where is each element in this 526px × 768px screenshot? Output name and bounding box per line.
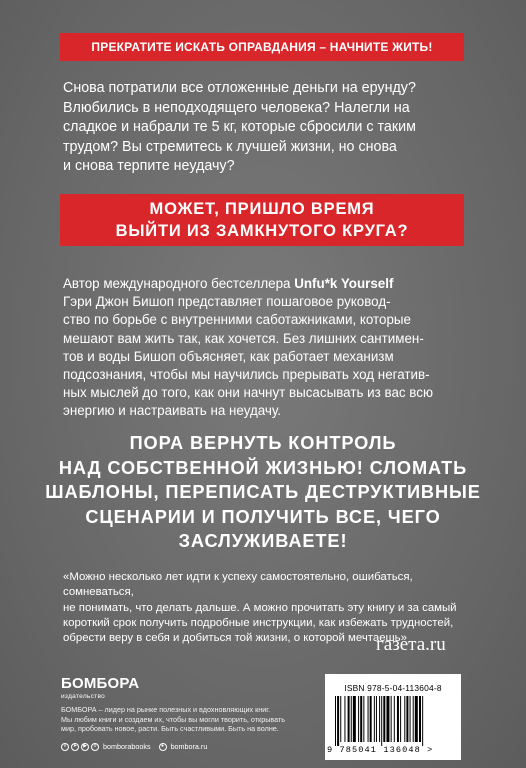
barcode-bar bbox=[340, 696, 341, 742]
publisher-sub: издательство bbox=[61, 693, 106, 700]
barcode-bar bbox=[374, 696, 375, 742]
callout-line: ЗАСЛУЖИВАЕТЕ! bbox=[178, 531, 348, 551]
intro-line: Влюбились в неподходящего человека? Налегли на bbox=[63, 99, 410, 116]
quote-line: короткий срок получить подробные инструкции, как избежать трудностей, bbox=[63, 616, 454, 629]
social-links bbox=[61, 742, 213, 751]
barcode-bar bbox=[386, 696, 389, 742]
barcode-box bbox=[325, 674, 461, 760]
mid-banner bbox=[60, 194, 464, 246]
isbn-text: ISBN 978-5-04-113604-8 bbox=[344, 683, 442, 693]
description-line bbox=[63, 275, 468, 293]
description-line: мешают вам жить так, как хочется. Без лишних сантимен- bbox=[63, 330, 424, 346]
barcode-bar bbox=[406, 696, 408, 742]
barcode-bar bbox=[335, 696, 336, 746]
barcode-bar bbox=[419, 696, 421, 742]
intro-line: и снова терпите неудачу? bbox=[63, 158, 235, 174]
publisher-name: БОМБОРА bbox=[61, 675, 140, 692]
intro-line: трудом? Вы стремитесь к лучшей жизни, но снова bbox=[63, 138, 397, 155]
publisher-logo bbox=[61, 676, 139, 700]
barcode-bar bbox=[360, 696, 362, 742]
barcode-bar bbox=[413, 696, 414, 742]
description-line: Гэри Джон Бишоп представляет пошаговое руковод- bbox=[63, 294, 391, 310]
barcode-bar bbox=[344, 696, 345, 742]
callout-line: ПОРА ВЕРНУТЬ КОНТРОЛЬ bbox=[129, 433, 397, 453]
barcode-bar bbox=[379, 696, 380, 742]
barcode-bar bbox=[363, 696, 364, 742]
barcode-bar bbox=[391, 696, 392, 742]
barcode bbox=[335, 696, 453, 746]
callout-line: НАД СОБСТВЕННОЙ ЖИЗНЬЮ! СЛОМАТЬ bbox=[58, 457, 468, 478]
barcode-bar bbox=[410, 696, 411, 742]
barcode-bar bbox=[353, 696, 356, 742]
publisher-blurb bbox=[61, 705, 321, 734]
barcode-bar bbox=[370, 696, 372, 742]
intro-line: Снова потратили все отложенные деньги на ерунду? bbox=[63, 80, 416, 96]
barcode-bar bbox=[400, 696, 401, 742]
barcode-bar bbox=[397, 696, 399, 742]
callout-line: СЦЕНАРИИ И ПОЛУЧИТЬ ВСЕ, ЧЕГО bbox=[85, 506, 441, 527]
barcode-bar bbox=[337, 696, 339, 746]
publisher-blurb-line: БОМБОРА – лидер на рынке полезных и вдохновляющих книг. bbox=[61, 705, 270, 714]
telegram-icon[interactable]: ➤ bbox=[72, 743, 78, 749]
globe-icon: ● bbox=[159, 743, 167, 751]
callout-heading bbox=[40, 431, 486, 554]
description-line: энергию и настраивать на неудачу. bbox=[63, 403, 281, 419]
description-line: ных мыслей до того, как они начнут высасывать из вас всю bbox=[63, 385, 434, 401]
barcode-bar bbox=[404, 696, 405, 742]
barcode-bar bbox=[351, 696, 352, 742]
intro-text bbox=[63, 79, 463, 177]
ok-icon[interactable]: o bbox=[91, 743, 99, 751]
description-prefix: Автор международного бестселлера bbox=[63, 276, 295, 291]
mid-banner-line: ВЫЙТИ ИЗ ЗАМКНУТОГО КРУГА? bbox=[115, 222, 409, 240]
barcode-bar bbox=[376, 696, 377, 742]
quote-line: не понимать, что делать дальше. А можно прочитать эту книгу и за самый bbox=[63, 601, 457, 614]
quote-line: «Можно несколько лет идти к успеху самостоятельно, ошибаться, сомневаться, bbox=[63, 571, 413, 599]
barcode-bar bbox=[358, 696, 359, 742]
publisher-site[interactable]: bombora.ru bbox=[170, 742, 208, 751]
barcode-bar bbox=[381, 696, 382, 746]
quote-line: обрести веру в себя и добиться той жизни, о которой мечтаешь» bbox=[63, 632, 407, 645]
quote-source: газета.ru bbox=[376, 634, 446, 655]
social-handle[interactable]: bomborabooks bbox=[103, 742, 151, 751]
barcode-digits: 9 785041 136048 > bbox=[327, 745, 434, 755]
publisher-blurb-line: Мы любим книги и создаем их, чтобы вы могли творить, открывать bbox=[61, 714, 285, 724]
top-banner-text: ПРЕКРАТИТЕ ИСКАТЬ ОПРАВДАНИЯ – НАЧНИТЕ ЖИТЬ! bbox=[91, 40, 433, 54]
bestseller-title: Unfu*k Yourself bbox=[294, 276, 394, 291]
barcode-bar bbox=[422, 696, 423, 746]
description-line: тов и воды Бишоп объясняет, как работает механизм bbox=[63, 348, 394, 364]
description-line: ство по борьбе с внутренними саботажниками, которые bbox=[63, 312, 411, 328]
vk-icon[interactable]: v bbox=[61, 743, 69, 751]
callout-line: ШАБЛОНЫ, ПЕРЕПИСАТЬ ДЕСТРУКТИВНЫЕ bbox=[45, 482, 481, 502]
barcode-bar bbox=[368, 696, 369, 742]
description-line: подсознания, чтобы мы научились прерывать ход негатив- bbox=[63, 367, 430, 383]
description-text bbox=[63, 275, 468, 421]
barcode-bar bbox=[348, 696, 350, 742]
barcode-bar bbox=[394, 696, 395, 742]
barcode-bar bbox=[383, 696, 385, 742]
mid-banner-line: МОЖЕТ, ПРИШЛО ВРЕМЯ bbox=[149, 200, 375, 218]
publisher-blurb-line: мир, пробовать новое, расти. Быть счастливыми. Быть на волне. bbox=[61, 724, 279, 734]
top-banner bbox=[60, 33, 464, 61]
barcode-bar bbox=[415, 696, 418, 742]
intro-line: сладкое и набрали те 5 кг, которые сбросили с таким bbox=[63, 119, 416, 135]
youtube-icon[interactable]: ▶ bbox=[81, 743, 89, 751]
